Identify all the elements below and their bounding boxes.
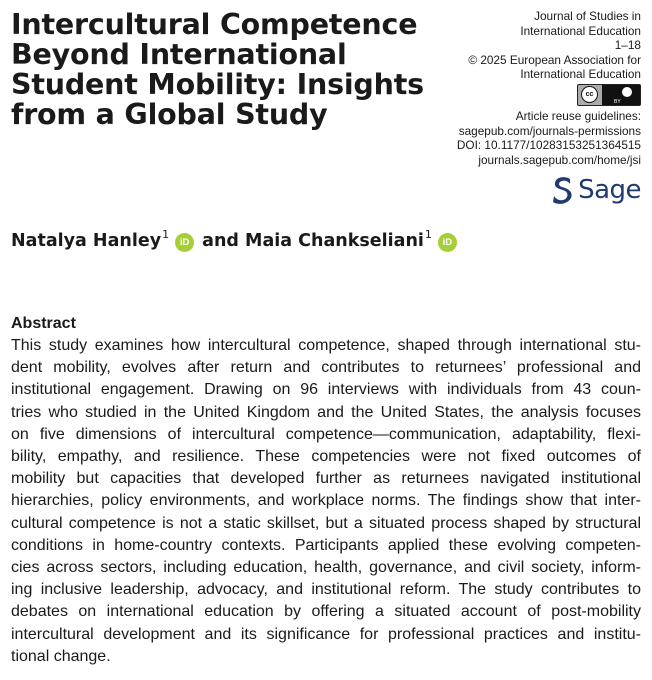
title-line: Intercultural Competence: [11, 8, 418, 41]
abstract-line: This study examines how intercultural competence, shaped through international stu-: [11, 337, 641, 354]
abstract-line: tional change.: [11, 647, 111, 665]
affiliation-marker: 1: [424, 228, 432, 241]
doi-link[interactable]: DOI: 10.1177/10283153251364515: [456, 138, 641, 153]
publisher-name: Sage: [578, 175, 641, 205]
abstract-line: dent mobility, evolves after return and contributes to returnees’ professional and: [11, 359, 641, 377]
reuse-link[interactable]: sagepub.com/journals-permissions: [458, 123, 641, 138]
abstract-line: mobility but capacities that developed further as returnees navigated institutional: [11, 470, 641, 488]
title-line: Student Mobility: Insights: [11, 68, 424, 101]
journal-metadata: [381, 9, 641, 167]
reuse-label: Article reuse guidelines:: [515, 108, 641, 123]
abstract-line: on five dimensions of intercultural competence—communication, adaptability, flexi-: [11, 425, 641, 443]
author-list: [11, 222, 465, 254]
cc-by-icon[interactable]: cc BY: [577, 84, 641, 106]
abstract-line: cultural competence is not a static skillset, but a situated process shaped by structural: [11, 514, 641, 532]
orcid-icon[interactable]: iD: [438, 233, 457, 252]
abstract-line: cies across sectors, including education, health, governance, and civil society, inform-: [11, 559, 641, 577]
abstract-line: tries who studied in the United Kingdom and the United States, the analysis focuses: [11, 403, 641, 421]
affiliation-marker: 1: [162, 228, 170, 241]
article-title: [11, 10, 441, 130]
abstract-line: institutional engagement. Drawing on 96 interviews with individuals from 43 coun-: [11, 381, 641, 399]
abstract-line: debates on international education by offering a situated account of post-mobility: [11, 603, 641, 621]
abstract-line: ing inclusive leadership, advocacy, and institutional reform. The study contributes to: [11, 581, 641, 599]
title-line: from a Global Study: [11, 98, 328, 131]
abstract-line: intercultural development and its significance for professional practices and institu-: [11, 625, 641, 643]
copyright: International Education: [520, 67, 641, 82]
abstract-line: bility, empathy, and resilience. These competencies were not fixed outcomes of: [11, 448, 641, 466]
title-line: Beyond International: [11, 38, 347, 71]
sage-s-icon: [552, 175, 574, 205]
author-name: Natalya Hanley: [11, 231, 162, 251]
author-joiner: and: [202, 231, 239, 251]
journal-name: Journal of Studies in: [534, 9, 641, 23]
orcid-icon[interactable]: iD: [175, 233, 194, 252]
author-name: Maia Chankseliani: [245, 231, 424, 251]
sage-logo: [552, 173, 641, 207]
abstract-heading: Abstract: [11, 315, 76, 332]
page-range: 1–18: [614, 38, 641, 53]
journal-name: International Education: [520, 23, 641, 38]
journal-home-link[interactable]: journals.sagepub.com/home/jsi: [478, 152, 641, 167]
abstract-line: conditions in home-country contexts. Participants applied these evolving competen-: [11, 536, 641, 554]
abstract-body: [11, 335, 641, 668]
copyright: © 2025 European Association for: [468, 52, 641, 67]
abstract-line: hierarchies, policy environments, and workplace norms. The findings show that inter-: [11, 492, 641, 510]
